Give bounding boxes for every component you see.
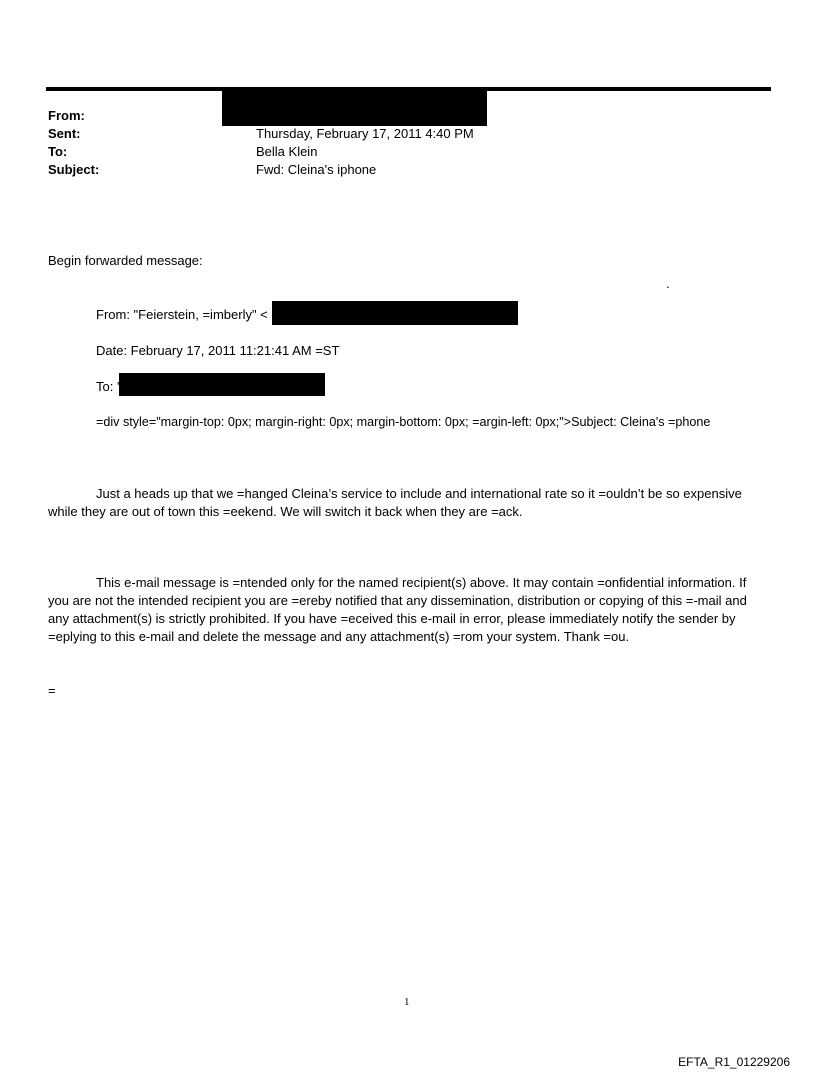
to-value: Bella Klein <box>256 144 318 159</box>
sent-label: Sent: <box>48 126 81 141</box>
from-label: From: <box>48 108 85 123</box>
body-paragraph-1: Just a heads up that we =hanged Cleina’s service to include and international rate so it =ouldn’t be so expensive while they are out of town this =eekend. We will switch it back when they are =ack. <box>48 486 742 519</box>
stray-dot: . <box>666 276 670 291</box>
trailing-equals: = <box>48 683 56 698</box>
body-paragraph-2: This e-mail message is =ntended only for the named recipient(s) above. It may contain =onfidential information. If you are not the intended recipient you are =ereby notified that any dissemination, distribution or copying of this =-mail and any attachment(s) is strictly prohibited. If you have =eceived this e-mail in error, please immediately notify the sender by =eplying to this e-mail and delete the message and any attachment(s) =rom your system. Thank =ou. <box>48 575 747 644</box>
sent-value: Thursday, February 17, 2011 4:40 PM <box>256 126 474 141</box>
to-label: To: <box>48 144 68 159</box>
redaction-from <box>222 91 487 126</box>
forward-subject-line: =div style="margin-top: 0px; margin-right: 0px; margin-bottom: 0px; =argin-left: 0px;">Subject: Cleina's =phone <box>96 415 711 429</box>
forward-to-line: To: ' <box>96 379 120 394</box>
redaction-forward-from <box>272 301 518 325</box>
page-number: 1 <box>404 996 410 1008</box>
forward-intro: Begin forwarded message: <box>48 253 203 268</box>
document-id: EFTA_R1_01229206 <box>678 1055 790 1069</box>
subject-label: Subject: <box>48 162 100 177</box>
redaction-forward-to <box>119 373 325 396</box>
forward-date-line: Date: February 17, 2011 11:21:41 AM =ST <box>96 343 340 358</box>
forward-from-line: From: "Feierstein, =imberly" < <box>96 307 268 322</box>
subject-value: Fwd: Cleina's iphone <box>256 162 377 177</box>
